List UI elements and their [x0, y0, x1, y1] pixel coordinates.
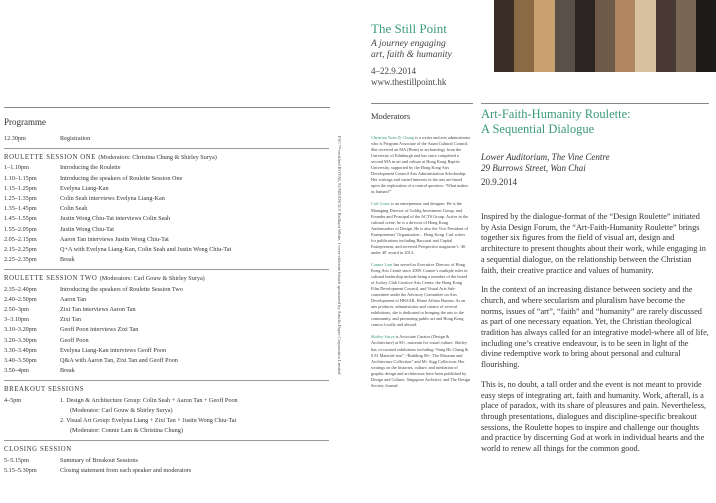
brand-subtitle-line2: art, faith & humanity — [371, 49, 452, 60]
row-desc: Q+A with Evelyna Liang-Kan, Colin Seah and Justin Wong Chiu-Tat — [60, 246, 232, 254]
moderator-bio-text: is Associate Curator (Design & Architecture) at M+, museum for visual culture. Shirley has co-curated exhibitions including “Sung Ho Chang & 0.91 Material-ism”, “Building M+: The Museum and Architecture Collection” and M+ Sigg Collection: Her writings on the histories, culture, and mediation of graphic design and architecture have been published by Design and Culture, Singapore Architect, and The Design Society Journal. — [371, 334, 471, 388]
row-desc: Q&A with Aaron Tan, Zixi Tan and Geoff Poon — [60, 357, 178, 365]
schedule-row-registration — [4, 134, 329, 144]
row-time: 1.10–1.15pm — [4, 174, 37, 182]
row-desc: Colin Seah — [60, 205, 88, 213]
row-desc: Introducing the Roulette — [60, 164, 121, 172]
programme-heading: Programme — [4, 117, 46, 127]
divider-main — [481, 103, 709, 104]
row-desc: (Moderator: Carl Gouw & Shirley Surya) — [70, 406, 173, 414]
breakout-row-1 — [4, 396, 329, 406]
row-time: 12.30pm — [4, 135, 26, 142]
brand-url: www.thestillpoint.hk — [371, 77, 447, 87]
row-time: 5–5.15pm — [4, 456, 29, 464]
event-date: 20.9.2014 — [481, 177, 517, 187]
session-one-title: ROULETTE SESSION ONE — [4, 154, 97, 162]
row-desc: Introducing the speakers of Roulette Session Two — [60, 285, 183, 293]
schedule-row — [4, 456, 329, 466]
row-time: 1.25–1.35pm — [4, 195, 37, 203]
row-desc: Evelyna Liang-Kan — [60, 184, 109, 192]
row-time: 2.05–2.15pm — [4, 235, 37, 243]
session-one-moderators: (Moderators: Christina Chung & Shirley Surya) — [98, 154, 217, 162]
row-desc: Aaron Tan interviews Justin Wong Chiu-Tat — [60, 235, 169, 243]
row-desc: Colin Seah interviews Evelyna Liang-Kan — [60, 195, 165, 203]
brand-dates: 4–22.9.2014 — [371, 66, 416, 76]
schedule-row — [4, 225, 329, 235]
closing-heading: CLOSING SESSION — [4, 446, 72, 454]
session-two-rows — [4, 285, 329, 377]
schedule-row — [4, 295, 329, 305]
divider-programme — [4, 107, 330, 108]
breakout-heading: BREAKOUT SESSIONS — [4, 386, 85, 394]
session-two-title: ROULETTE SESSION TWO — [4, 275, 98, 283]
photo-tile — [575, 0, 595, 72]
photo-tile — [696, 0, 716, 72]
row-time: 3.10–3.20pm — [4, 326, 37, 334]
session-one-rows — [4, 163, 329, 265]
row-time: 1.15–1.25pm — [4, 184, 37, 192]
schedule-row — [4, 466, 329, 476]
event-paragraph: Inspired by the dialogue-format of the “Design Roulette” initiated by Asia Design Forum, the “Art-Faith-Humanity Roulette” brings together six figures from the field of visual art, design and architecture to present thoughts about their work, while engaging in a sequential dialogue, on the relationship between the Christian faith, their creative practice and values of humanity. — [481, 212, 706, 275]
breakout-row-2 — [4, 416, 329, 426]
event-title-line2: A Sequential Dialogue — [481, 122, 595, 136]
schedule-row — [4, 285, 329, 295]
row-time: 1.55–2.05pm — [4, 225, 37, 233]
programme-schedule — [4, 134, 329, 476]
photo-tile — [514, 0, 534, 72]
row-time: 2.15–2.25pm — [4, 246, 37, 254]
row-time: 1.35–1.45pm — [4, 205, 37, 213]
event-paragraph: In the context of an increasing distance between society and the church, and where secularism and pluralism have become the norms, issues of “art”, “faith” and “humanity” are rarely discussed as part of one necessary equation. Yet, the Christian theological tradition has always called for an integrative model-where all of life, including one’s creative endeavour, is to be seen in light of the divine redemptive work to bring about personal and cultural flourishing. — [481, 285, 709, 370]
moderator-name: Shirley Surya — [371, 334, 395, 340]
row-desc: Geoff Poon — [60, 336, 89, 344]
separator — [4, 269, 329, 270]
schedule-row — [4, 305, 329, 315]
brand-block — [371, 22, 491, 87]
closing-rows — [4, 456, 329, 476]
breakout-row-2-moderators — [4, 426, 329, 436]
divider-moderators — [371, 103, 473, 104]
photo-tile — [635, 0, 655, 72]
venue-line1: Lower Auditorium, The Vine Centre — [481, 152, 610, 162]
row-desc: Justin Wong Chiu-Tat — [60, 225, 114, 233]
row-time: 3.50–4pm — [4, 367, 29, 375]
row-time: 5.15–5.30pm — [4, 466, 37, 474]
moderator-bio — [371, 135, 471, 195]
schedule-row — [4, 214, 329, 224]
row-time: 3–3.10pm — [4, 316, 29, 324]
row-time: 2.25–2.35pm — [4, 256, 37, 264]
schedule-row — [4, 255, 329, 265]
session-two-moderators: (Moderators: Carl Gouw & Shirley Surya) — [99, 275, 205, 283]
photo-tile — [615, 0, 635, 72]
schedule-row — [4, 184, 329, 194]
schedule-row — [4, 194, 329, 204]
row-desc: Break — [60, 367, 75, 375]
moderators-bios — [371, 135, 471, 395]
moderator-bio-text: is a writer and arts administrator who is Program Associate of the Asian Cultural Council. She received an MA (Hons) in archaeology from the University of Edinburgh and has since completed a second MA in art and culture at Hong Kong Baptist University, supported by the Hong Kong Arts Development Council Arts Administration Scholarship. Her writings and varied interests in the arts are based upon the exploration of a central question: “What makes us human?” — [371, 135, 471, 195]
moderator-bio — [371, 201, 471, 255]
separator — [4, 148, 329, 149]
schedule-row — [4, 174, 329, 184]
row-time: 2.50–3pm — [4, 306, 29, 314]
schedule-row — [4, 356, 329, 366]
row-desc: (Moderator: Connie Lam & Christina Chung) — [70, 427, 183, 435]
schedule-row — [4, 346, 329, 356]
row-time: 2.40–2.50pm — [4, 295, 37, 303]
schedule-row — [4, 245, 329, 255]
session-two-heading — [4, 274, 329, 284]
event-venue — [481, 152, 706, 173]
separator — [4, 440, 329, 441]
photo-tile — [494, 0, 514, 72]
event-description — [481, 212, 709, 464]
session-one-heading — [4, 153, 329, 163]
photo-strip — [494, 0, 716, 72]
schedule-row — [4, 325, 329, 335]
row-time: 3.30–3.40pm — [4, 346, 37, 354]
moderator-name: Connie Lam — [371, 261, 393, 267]
photo-tile — [534, 0, 554, 72]
row-desc: Break — [60, 256, 75, 264]
brand-subtitle-line1: A journey engaging — [371, 39, 446, 49]
row-time: 1–1.10pm — [4, 164, 29, 172]
row-time: 4–5pm — [4, 396, 22, 404]
photo-tile — [676, 0, 696, 72]
row-desc: 1. Design & Architecture Group: Colin Seah + Aaron Tan + Geoff Poon — [60, 396, 238, 404]
photo-tile — [656, 0, 676, 72]
brand-title: The Still Point — [371, 21, 447, 36]
row-desc: 2. Visual Art Group: Evelyna Liang + Zixi Tan + Justin Wong Chiu-Tat — [60, 417, 237, 425]
photo-tile — [595, 0, 615, 72]
schedule-row — [4, 163, 329, 173]
row-desc: Justin Wong Chiu-Tat interviews Colin Seah — [60, 215, 171, 223]
event-title-line1: Art-Faith-Humanity Roulette: — [481, 107, 631, 121]
row-desc: Evelyna Liang-Kan interviews Geoff Poon — [60, 346, 167, 354]
row-desc: Aaron Tan — [60, 295, 87, 303]
schedule-row — [4, 315, 329, 325]
schedule-row — [4, 336, 329, 346]
schedule-row — [4, 235, 329, 245]
separator — [4, 380, 329, 381]
row-time: 3.20–3.30pm — [4, 336, 37, 344]
moderator-bio — [371, 334, 471, 388]
moderator-bio — [371, 262, 471, 329]
schedule-row — [4, 366, 329, 376]
row-desc: Geoff Poon interviews Zixi Tan — [60, 326, 139, 334]
moderator-name: Christina Yuen Zi Chung — [371, 135, 414, 140]
row-desc: Registration — [60, 135, 91, 142]
row-desc: Introducing the speakers of Roulette Session One — [60, 174, 183, 182]
row-time: 3.40–3.50pm — [4, 357, 37, 365]
row-desc: Closing statement from each speaker and moderators — [60, 466, 192, 474]
schedule-row — [4, 204, 329, 214]
moderator-bio-text: has served as Executive Director of Hong Kong Arts Centre since 2009. Connie’s multiple roles in cultural leadership include being a member of the board of Jockey Club Creative Arts Centre, the Hong Kong Film Development Council, and Visual Arts Sub-committee under the Advisory Committee on Arts Development of HKSAR, Home Affairs Bureau. As an arts producer, administrator and curator of several exhibitions, she is dedicated to bringing the arts to the community, and promoting public art and Hong Kong comics locally and abroad. — [371, 261, 468, 328]
row-desc: Summary of Breakout Sessions — [60, 456, 138, 464]
photo-tile — [555, 0, 575, 72]
row-desc: Zixi Tan interviews Aaron Tan — [60, 306, 136, 314]
breakout-row-1-moderators — [4, 406, 329, 416]
moderator-bio-text: is an entrepreneur and designer. He is the Managing Director of Goldig Investment Group, and Founder and Principal of the ACTS Group. Active in the cultural scene, he is a director of Hong Kong Ambassadors of Design. He is also the Vice President of Entrepreneurs’ Organisation – Hong Kong. Carl writes for publications including Baccarat and Capital Entrepreneur, and received Perspective magazine’s ‘40 under 40’ award in 2014. — [371, 201, 469, 255]
moderators-heading: Moderators — [371, 111, 411, 121]
venue-line2: 29 Burrows Street, Wan Chai — [481, 162, 586, 173]
event-title — [481, 107, 706, 137]
event-paragraph: This is, no doubt, a tall order and the event is not meant to provide easy steps of integrating art, faith and humanity. Work, afterall, is a place of paradox, with its share of pleasures and pain. Nevertheless, through presentations, dialogues and discipline-specific breakout sessions, the Roulette hopes to inspire and challenge our thoughts and practice by discerning God at work in individual hearts and the world to renew all things for the common good. — [481, 379, 707, 454]
row-time: 2.35–2.40pm — [4, 285, 37, 293]
row-time: 1.45–1.55pm — [4, 215, 37, 223]
vertical-print-note: FSC™-certified ROYAL SUNDANCE® Brilliant White, 1-over-chlorine bleach sponsored by Antalis Paper Corporation Limited — [337, 136, 342, 375]
moderator-name: Carl Gouw — [371, 201, 390, 207]
row-desc: Zixi Tan — [60, 316, 81, 324]
